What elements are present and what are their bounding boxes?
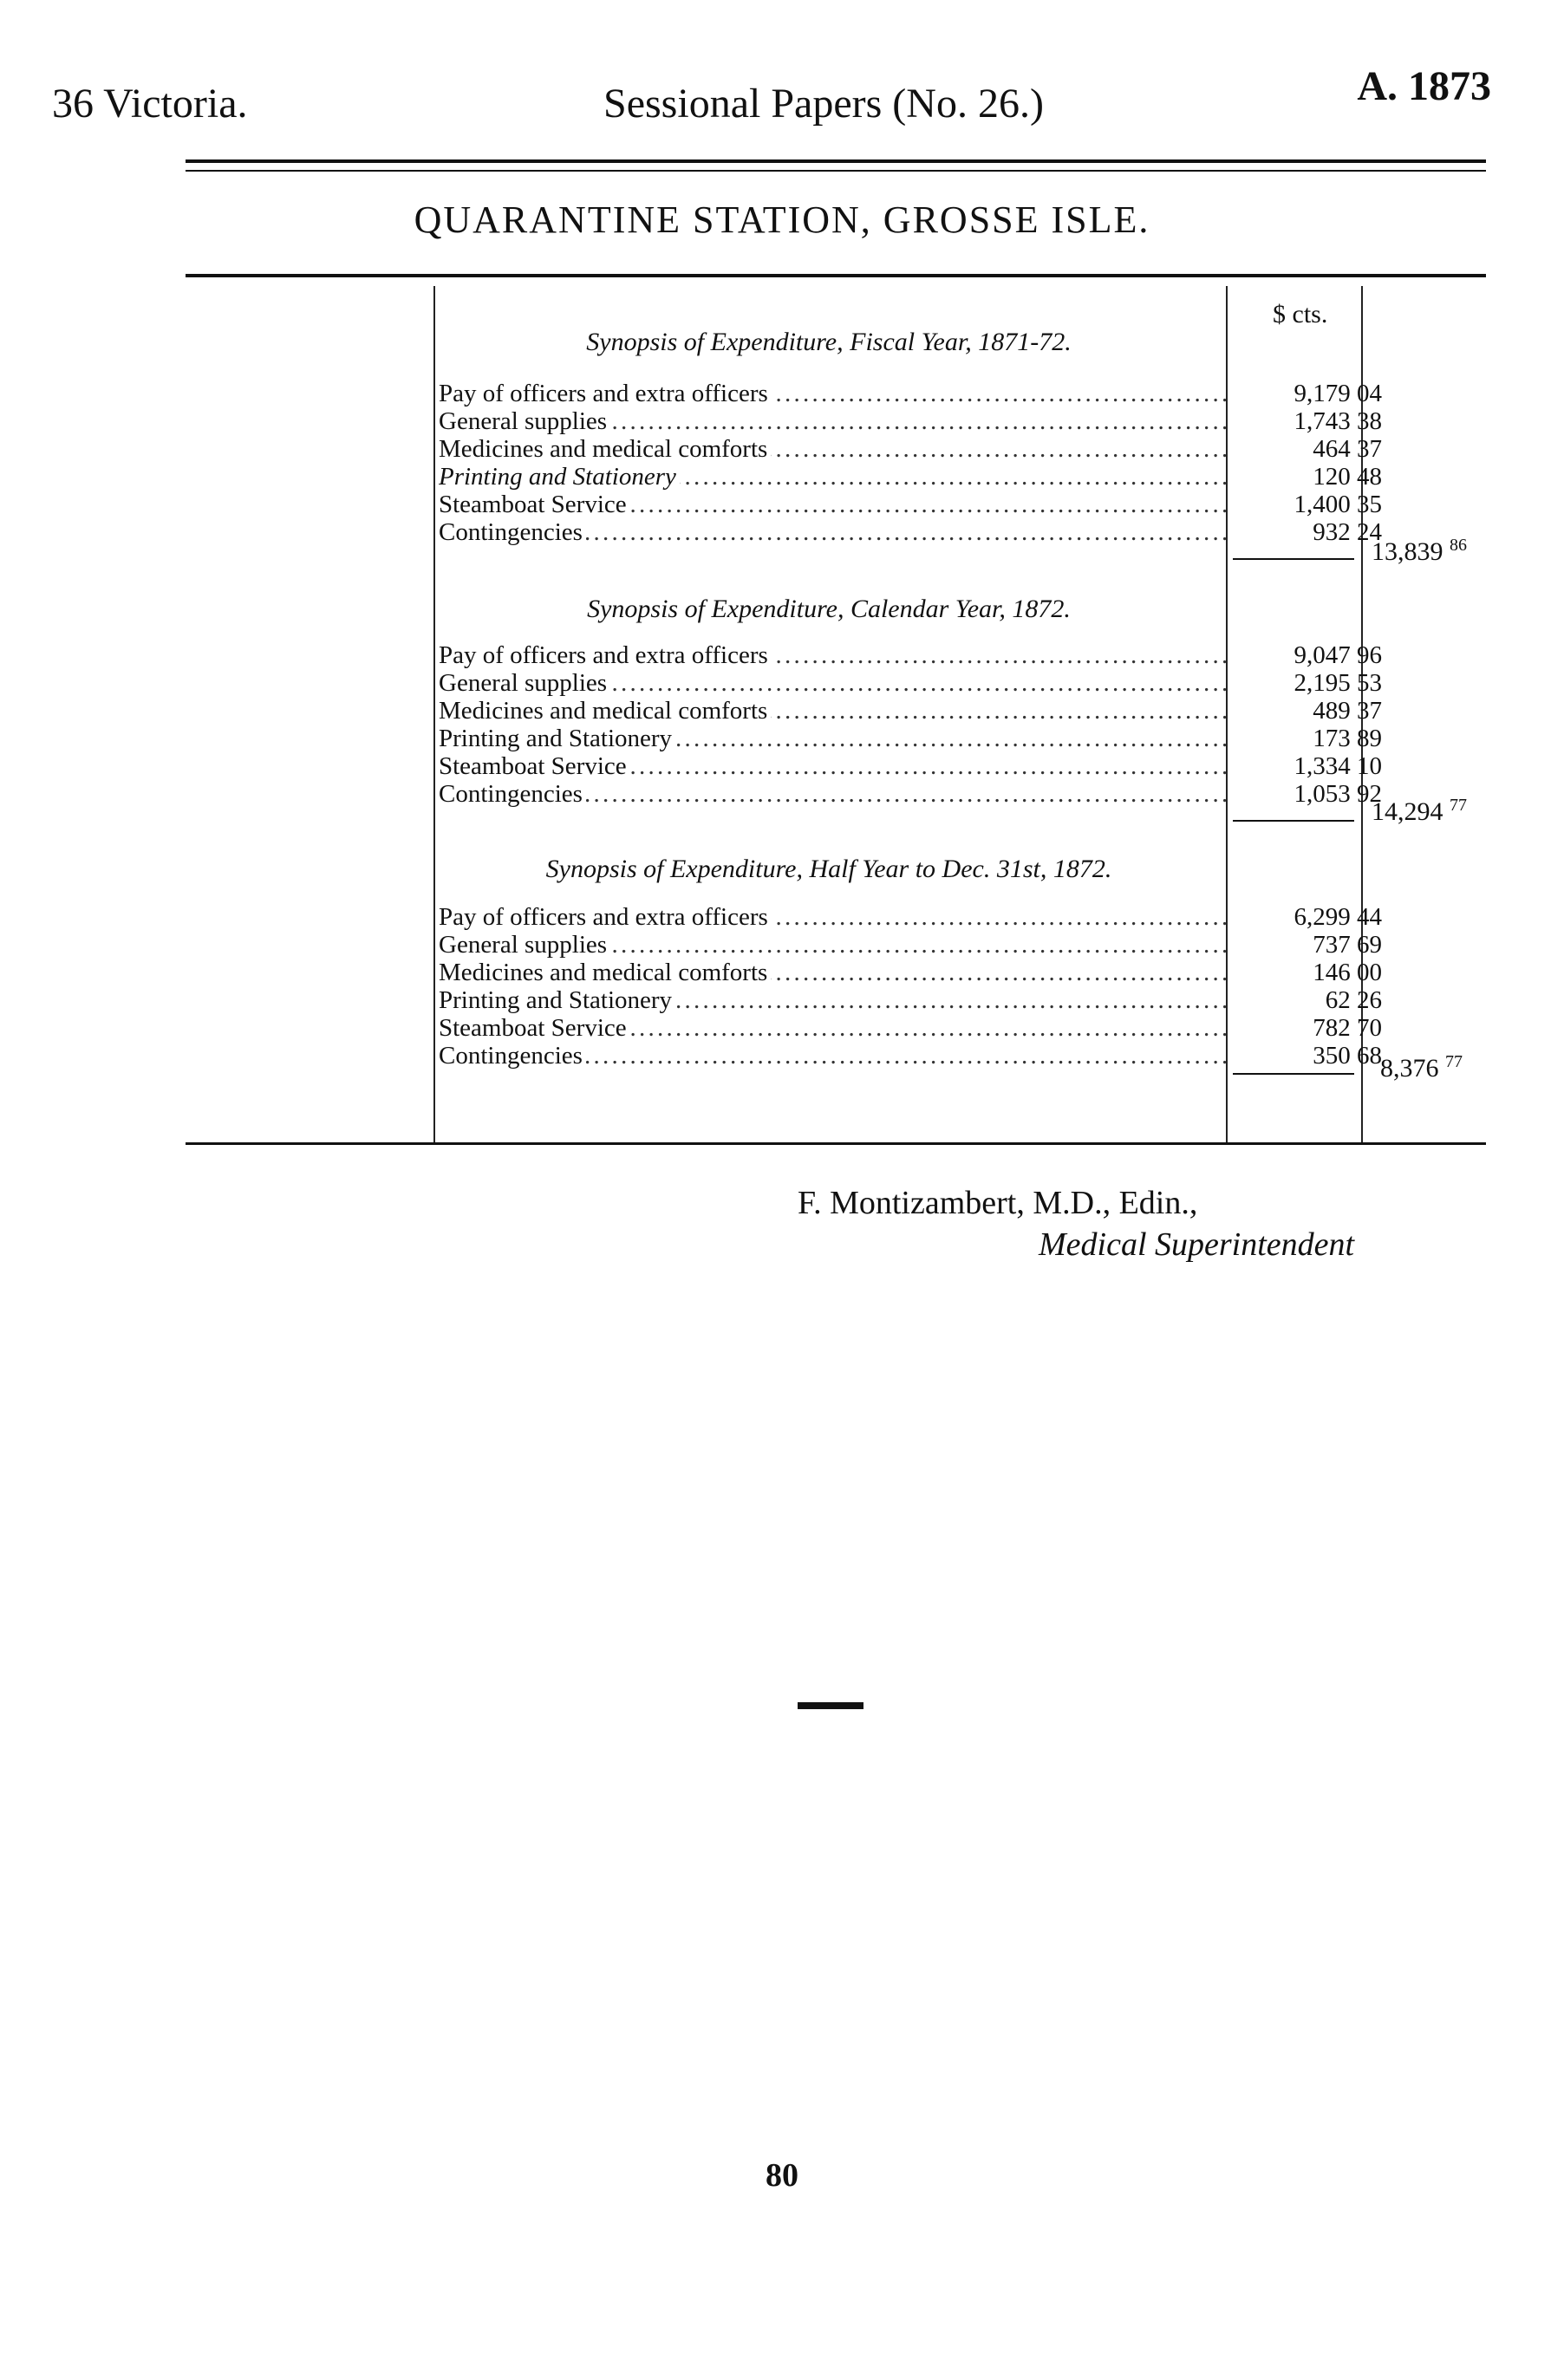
total-dollars: 13,839 xyxy=(1372,537,1443,566)
row-amount: 1,400 35 xyxy=(1294,491,1382,518)
header-rule-thin xyxy=(186,170,1486,172)
row-label: Pay of officers and extra officers xyxy=(439,903,772,931)
row-amount: 1,743 38 xyxy=(1294,407,1382,435)
total-dollars: 14,294 xyxy=(1372,797,1443,826)
row-label: General supplies xyxy=(439,407,610,435)
section-total xyxy=(1372,536,1467,567)
row-label: Pay of officers and extra officers xyxy=(439,641,772,669)
row-label: Medicines and medical comforts xyxy=(439,435,771,463)
row-amount: 9,179 04 xyxy=(1294,380,1382,407)
row-label: Printing and Stationery xyxy=(439,725,675,752)
row-amount: 932 24 xyxy=(1313,518,1382,546)
table-row xyxy=(439,1014,1496,1042)
table-row xyxy=(439,407,1496,435)
header-volume: 36 Victoria. xyxy=(52,81,248,127)
total-cents: 77 xyxy=(1445,1052,1463,1071)
table-row xyxy=(439,435,1496,463)
table-row xyxy=(439,641,1496,669)
row-amount: 737 69 xyxy=(1313,931,1382,959)
header-rule-thick xyxy=(186,159,1486,163)
header-sessional-papers: Sessional Papers (No. 26.) xyxy=(603,81,1044,127)
total-cents: 86 xyxy=(1450,536,1467,555)
row-amount: 9,047 96 xyxy=(1294,641,1382,669)
table-left-border xyxy=(433,286,435,1144)
table-row xyxy=(439,380,1496,407)
row-label: General supplies xyxy=(439,669,610,697)
row-amount: 173 89 xyxy=(1313,725,1382,752)
subtotal-rule xyxy=(1233,558,1354,560)
row-label: Pay of officers and extra officers xyxy=(439,380,772,407)
total-cents: 77 xyxy=(1450,796,1467,815)
subtotal-rule xyxy=(1233,1073,1354,1075)
table-row xyxy=(439,669,1496,697)
row-label: Printing and Stationery xyxy=(439,986,675,1014)
row-amount: 2,195 53 xyxy=(1294,669,1382,697)
table-bottom-rule xyxy=(186,1142,1486,1145)
table-row xyxy=(439,491,1496,518)
row-amount: 120 48 xyxy=(1313,463,1382,491)
table-row xyxy=(439,931,1496,959)
table-row xyxy=(439,780,1496,808)
row-label: Steamboat Service xyxy=(439,752,630,780)
row-label: Steamboat Service xyxy=(439,491,630,518)
row-label: Steamboat Service xyxy=(439,1014,630,1042)
signature-title: Medical Superintendent xyxy=(1039,1226,1355,1263)
table-row xyxy=(439,1042,1496,1070)
row-label: Printing and Stationery xyxy=(439,463,680,491)
row-label: General supplies xyxy=(439,931,610,959)
section-total xyxy=(1380,1052,1463,1083)
section-title: Synopsis of Expenditure, Fiscal Year, 1871-72. xyxy=(586,328,1072,356)
table-row xyxy=(439,986,1496,1014)
row-amount: 350 68 xyxy=(1313,1042,1382,1070)
table-row xyxy=(439,725,1496,752)
header-year: A. 1873 xyxy=(1357,63,1491,109)
row-amount: 1,053 92 xyxy=(1294,780,1382,808)
table-row xyxy=(439,518,1496,546)
row-label: Contingencies xyxy=(439,780,586,808)
row-label: Medicines and medical comforts xyxy=(439,959,771,986)
row-label: Contingencies xyxy=(439,518,586,546)
table-row xyxy=(439,463,1496,491)
row-label: Contingencies xyxy=(439,1042,586,1070)
table-top-rule xyxy=(186,274,1486,277)
page-number: 80 xyxy=(766,2157,798,2194)
row-label: Medicines and medical comforts xyxy=(439,697,771,725)
total-dollars: 8,376 xyxy=(1380,1054,1439,1083)
table-row xyxy=(439,752,1496,780)
table-row xyxy=(439,903,1496,931)
row-amount: 489 37 xyxy=(1313,697,1382,725)
end-mark xyxy=(798,1702,863,1709)
row-amount: 464 37 xyxy=(1313,435,1382,463)
section-title: Synopsis of Expenditure, Half Year to Dec. 31st, 1872. xyxy=(545,855,1112,883)
currency-header: $ cts. xyxy=(1273,300,1328,328)
table-row xyxy=(439,959,1496,986)
page-title: QUARANTINE STATION, GROSSE ISLE. xyxy=(414,198,1150,241)
section-title: Synopsis of Expenditure, Calendar Year, 1872. xyxy=(587,595,1071,623)
row-amount: 782 70 xyxy=(1313,1014,1382,1042)
row-amount: 1,334 10 xyxy=(1294,752,1382,780)
section-total xyxy=(1372,796,1467,827)
row-amount: 62 26 xyxy=(1325,986,1382,1014)
table-row xyxy=(439,697,1496,725)
signature-name: F. Montizambert, M.D., Edin., xyxy=(798,1185,1198,1221)
row-amount: 146 00 xyxy=(1313,959,1382,986)
subtotal-rule xyxy=(1233,820,1354,822)
running-header xyxy=(52,62,1491,132)
row-amount: 6,299 44 xyxy=(1294,903,1382,931)
